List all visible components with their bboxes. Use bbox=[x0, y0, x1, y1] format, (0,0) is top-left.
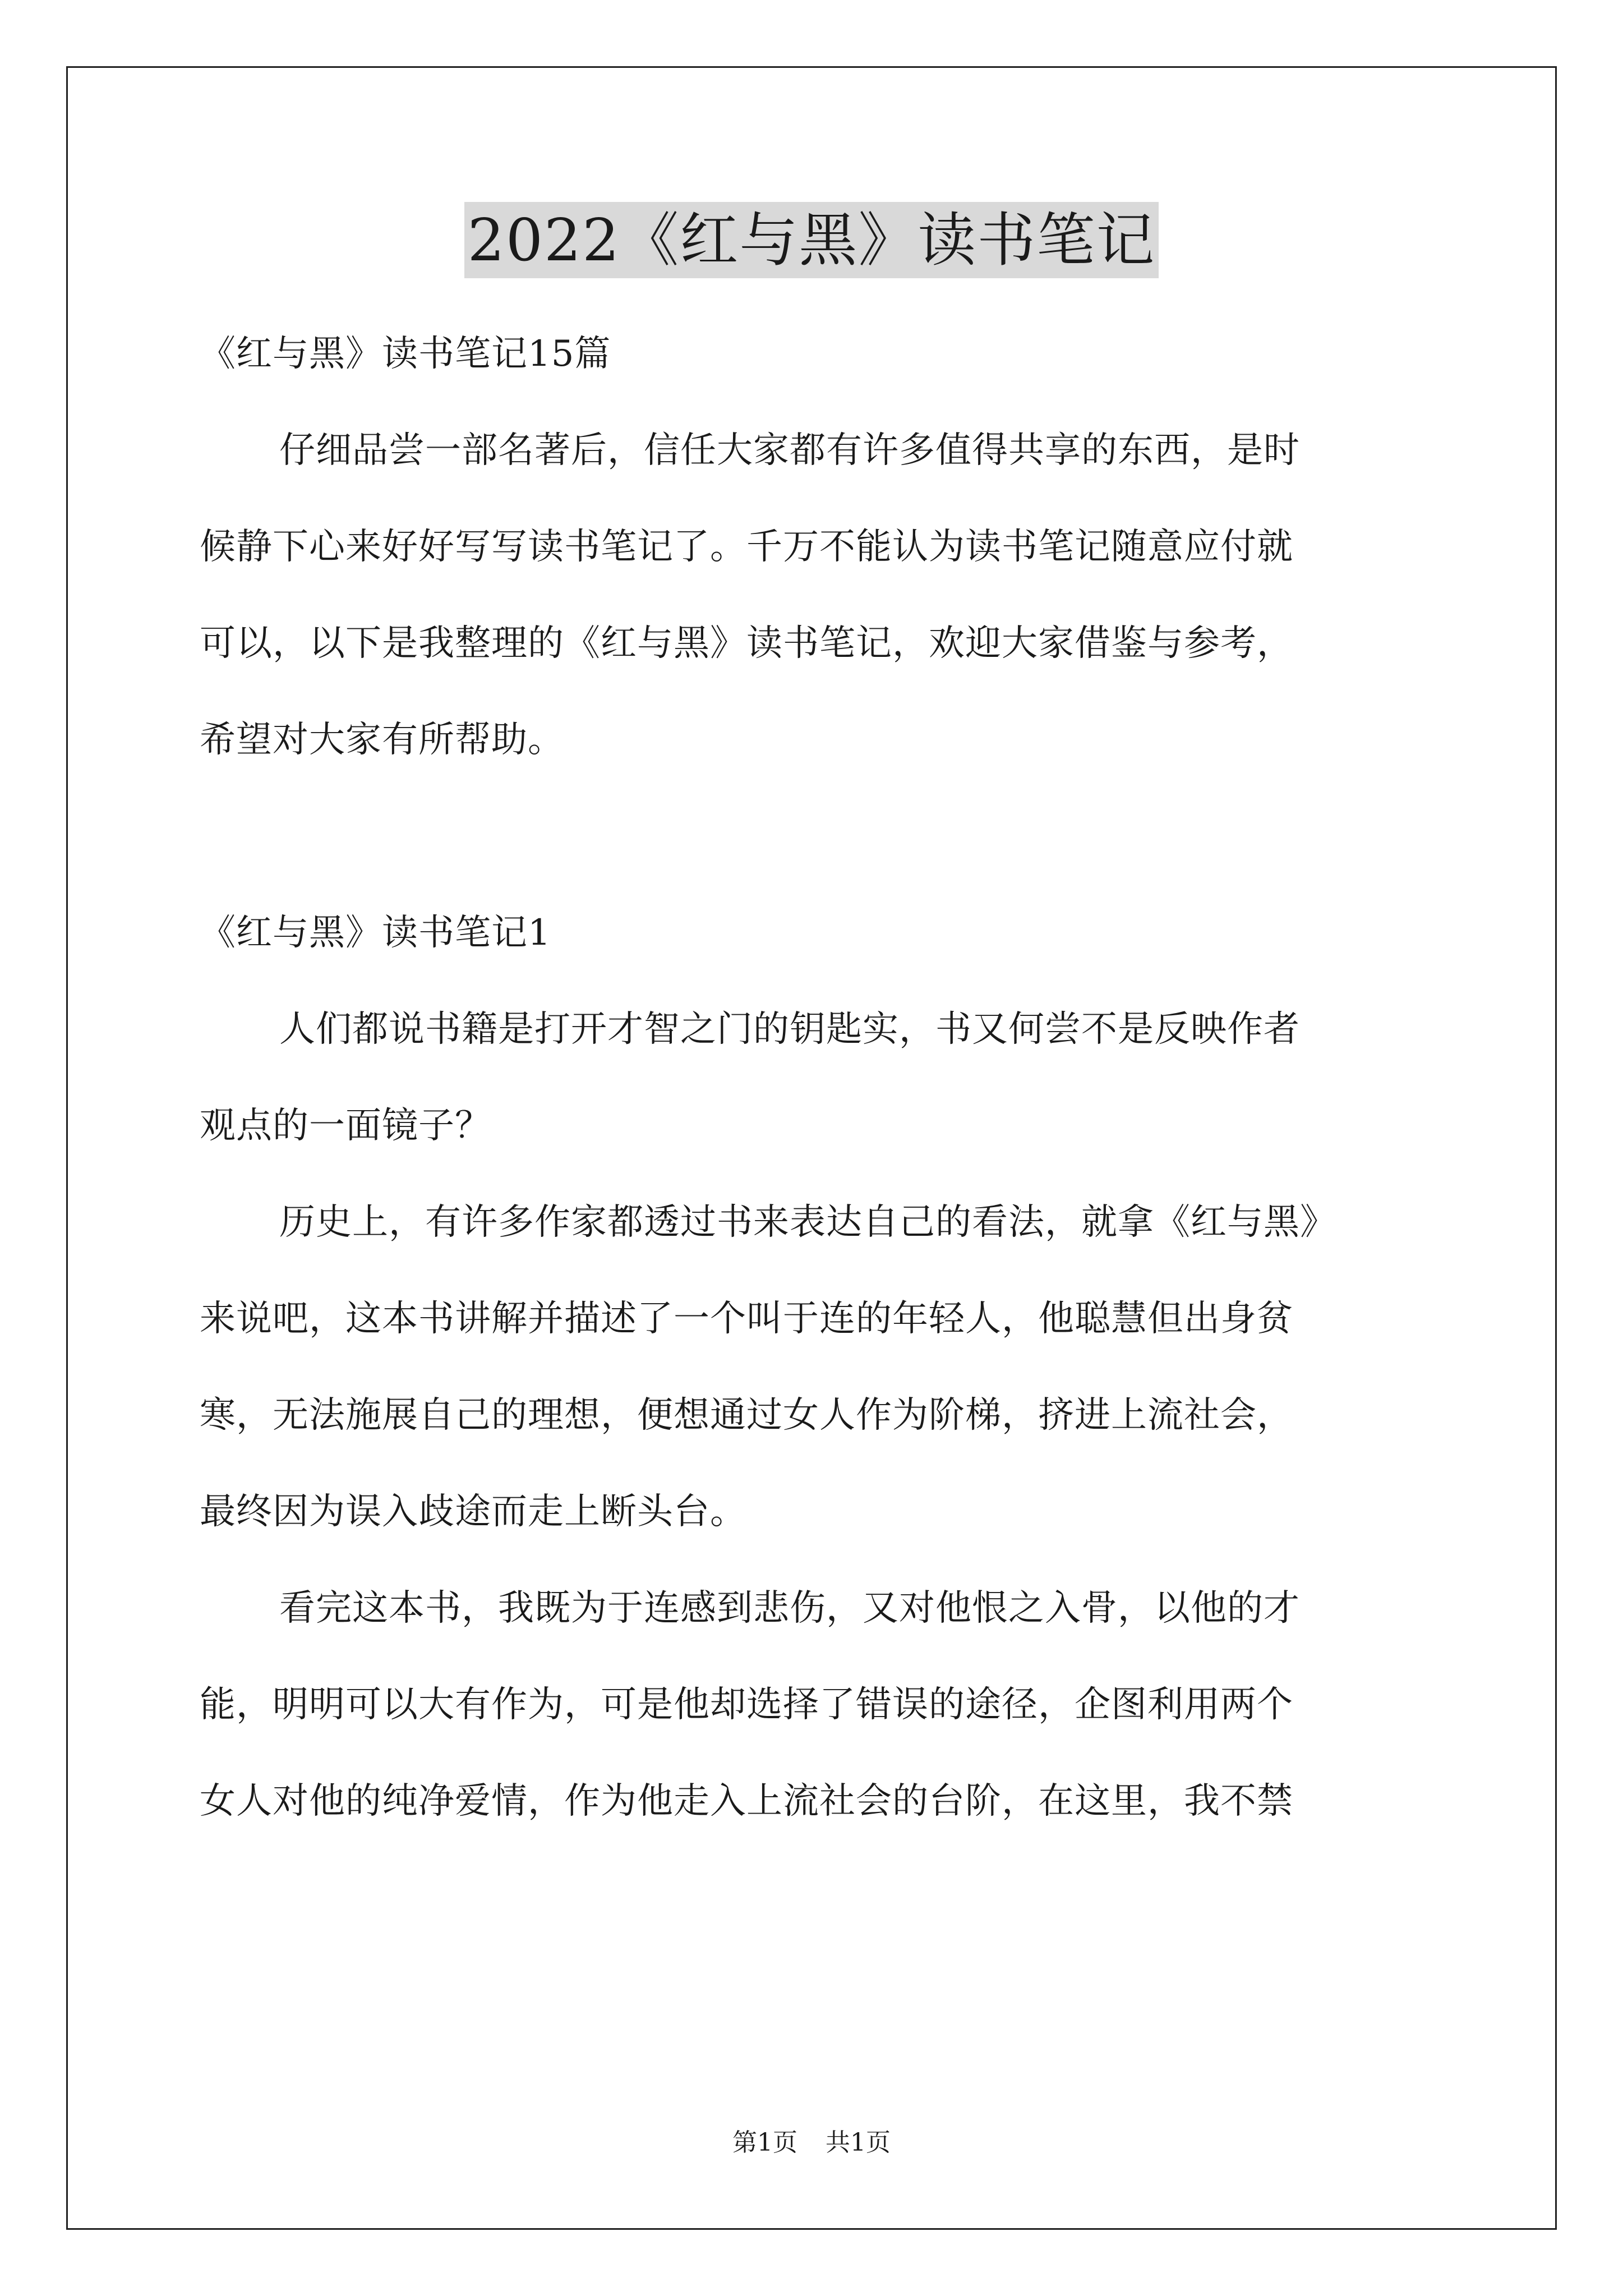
page-footer bbox=[0, 2126, 1623, 2160]
paragraph-line: 寒，无法施展自己的理想，便想通过女人作为阶梯，挤进上流社会， bbox=[200, 1395, 1293, 1436]
document-body bbox=[200, 306, 1428, 1849]
paragraph-spacer bbox=[200, 788, 1428, 885]
page-number-current: 第1页 bbox=[732, 2128, 797, 2157]
intro-line: 希望对大家有所帮助。 bbox=[200, 719, 564, 761]
paragraph-line: 看完这本书，我既为于连感到悲伤，又对他恨之入骨，以他的才 bbox=[279, 1588, 1300, 1629]
paragraph-line: 观点的一面镜子？ bbox=[200, 1105, 491, 1147]
paragraph-line: 女人对他的纯净爱情，作为他走入上流社会的台阶，在这里，我不禁 bbox=[200, 1780, 1293, 1822]
paragraph-line: 能，明明可以大有作为，可是他却选择了错误的途径，企图利用两个 bbox=[200, 1684, 1293, 1726]
intro-line: 可以，以下是我整理的《红与黑》读书笔记，欢迎大家借鉴与参考， bbox=[200, 623, 1293, 664]
page-number-total: 共1页 bbox=[826, 2128, 891, 2157]
title-block bbox=[0, 202, 1623, 278]
paragraph-line: 人们都说书籍是打开才智之门的钥匙实，书又何尝不是反映作者 bbox=[279, 1009, 1300, 1050]
paragraph-line: 最终因为误入歧途而走上断头台。 bbox=[200, 1491, 746, 1533]
intro-line: 仔细品尝一部名著后，信任大家都有许多值得共享的东西，是时 bbox=[279, 430, 1300, 471]
paragraph-line: 历史上，有许多作家都透过书来表达自己的看法，就拿《红与黑》 bbox=[279, 1202, 1336, 1243]
intro-line: 候静下心来好好写写读书笔记了。千万不能认为读书笔记随意应付就 bbox=[200, 526, 1293, 568]
section-heading: 《红与黑》读书笔记1 bbox=[200, 912, 551, 954]
subtitle: 《红与黑》读书笔记15篇 bbox=[200, 333, 611, 375]
paragraph-line: 来说吧，这本书讲解并描述了一个叫于连的年轻人，他聪慧但出身贫 bbox=[200, 1298, 1293, 1340]
document-title: 2022《红与黑》读书笔记 bbox=[464, 202, 1159, 278]
